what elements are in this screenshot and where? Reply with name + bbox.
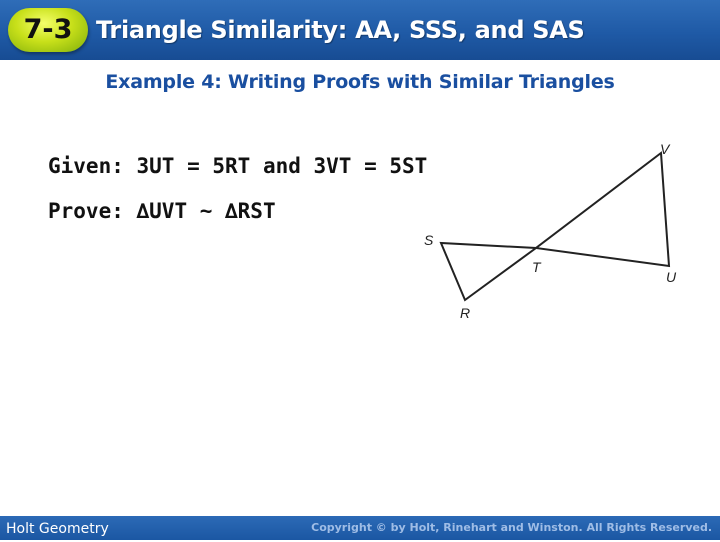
given-statement bbox=[48, 154, 427, 178]
label-s: S bbox=[424, 232, 434, 248]
label-u: U bbox=[666, 269, 677, 285]
lesson-badge bbox=[8, 8, 88, 52]
triangle-figure bbox=[410, 135, 700, 330]
lesson-title: Triangle Similarity: AA, SSS, and SAS bbox=[96, 16, 585, 44]
triangle-rst bbox=[441, 243, 536, 300]
label-v: V bbox=[660, 141, 670, 157]
triangle-uvt bbox=[536, 153, 669, 266]
footer-copyright: Copyright © by Holt, Rinehart and Winston. All Rights Reserved. bbox=[311, 521, 712, 534]
prove-statement bbox=[48, 199, 276, 223]
footer-bar bbox=[0, 516, 720, 540]
prove-label: Prove: bbox=[48, 199, 124, 223]
prove-text: ∆UVT ~ ∆RST bbox=[136, 199, 276, 223]
given-text: 3UT = 5RT and 3VT = 5ST bbox=[136, 154, 428, 178]
footer-course: Holt Geometry bbox=[6, 521, 109, 537]
header-bar bbox=[0, 0, 720, 60]
given-label: Given: bbox=[48, 154, 124, 178]
example-heading: Example 4: Writing Proofs with Similar Triangles bbox=[105, 71, 615, 93]
label-t: T bbox=[532, 259, 541, 275]
label-r: R bbox=[460, 305, 471, 321]
lesson-number: 7-3 bbox=[23, 14, 73, 45]
